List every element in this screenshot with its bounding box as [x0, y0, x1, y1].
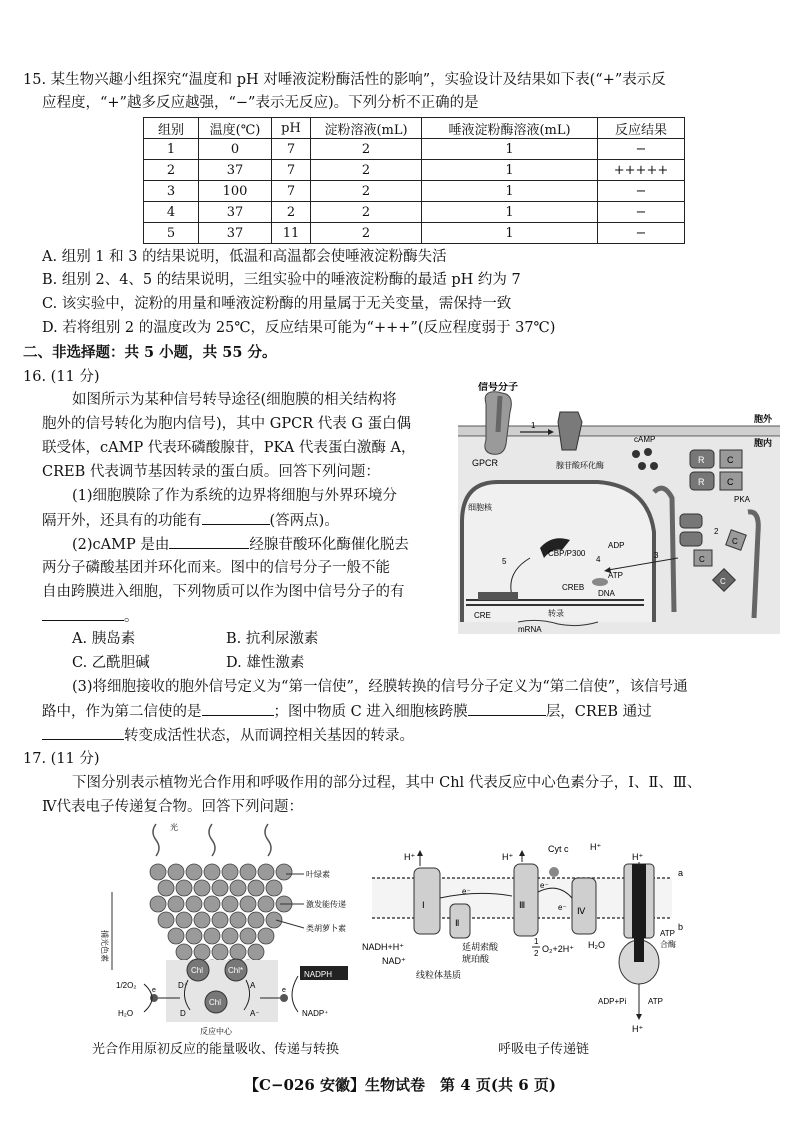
table-cell: 3	[144, 181, 199, 202]
label-atpase: 合酶	[660, 940, 676, 949]
camp-dot	[644, 448, 652, 456]
table-cell: 2	[311, 160, 422, 181]
table-row	[144, 160, 685, 181]
atp-synthase-channel	[632, 864, 646, 938]
q15-option-a: A. 组别 1 和 3 的结果说明，低温和高温都会使唾液淀粉酶失活	[42, 249, 447, 265]
step-1: 1	[531, 421, 536, 430]
table-header: 淀粉溶液(mL)	[311, 118, 422, 139]
table-row	[144, 181, 685, 202]
answer-blank[interactable]	[468, 701, 546, 716]
respiration-chain-figure	[362, 838, 692, 1034]
table-cell: 1	[422, 160, 598, 181]
signal-molecule-shape	[498, 396, 500, 432]
r-subunit	[680, 532, 702, 546]
label-side: 捕光色素	[100, 930, 109, 962]
label-a-minus: A⁻	[250, 1009, 260, 1018]
photosynthesis-figure	[90, 820, 370, 1038]
complex-iii	[514, 864, 538, 936]
figure-caption-respiration: 呼吸电子传递链	[498, 1042, 590, 1057]
label-enzyme: 腺苷酸环化酶	[556, 461, 604, 470]
q15-option-b: B. 组别 2、4、5 的结果说明，三组实验中的唾液淀粉酶的最适 pH 约为 7	[42, 272, 521, 288]
q16-paragraph-line: 胞外的信号转化为胞内信号)，其中 GPCR 代表 G 蛋白偶	[42, 416, 412, 432]
label-nadp: NADP⁺	[302, 1009, 329, 1018]
table-header: 温度(℃)	[199, 118, 272, 139]
table-cell: 1	[422, 181, 598, 202]
q16-sub3-line: (3)将细胞接收的胞外信号定义为“第一信使”，经膜转换的信号分子定义为“第二信使”，该信号通	[72, 679, 688, 695]
label-c: C	[727, 477, 734, 487]
table-header: 反应结果	[598, 118, 685, 139]
q16-sub3-text: 层，CREB 通过	[545, 704, 652, 720]
step-3: 3	[654, 551, 659, 560]
label-h2o: H₂O	[588, 940, 605, 950]
q16-sub1-tail: (答两点)。	[269, 513, 339, 529]
q15-stem-line2: 应程度，“+”越多反应越强，“−”表示无反应)。下列分析不正确的是	[42, 95, 479, 111]
complex-i	[414, 868, 440, 934]
table-cell: 7	[272, 160, 311, 181]
table-cell: 7	[272, 181, 311, 202]
q16-sub1-line2	[42, 510, 339, 531]
label-d: D	[180, 1009, 186, 1018]
label-energy-transfer: 激发能传递	[306, 900, 346, 909]
label-transcription: 转录	[548, 609, 564, 618]
q16-sub2-line-end	[42, 606, 139, 627]
q16-paragraph-line: CREB 代表调节基因转录的蛋白质。回答下列问题：	[42, 464, 380, 480]
q16-sub3-tail: 转变成活性状态，从而调控相关基因的转录。	[124, 728, 414, 744]
label-outside: 胞外	[754, 414, 773, 424]
table-cell: 2	[144, 160, 199, 181]
label-e: e	[152, 987, 156, 994]
table-row	[144, 139, 685, 160]
table-cell: 37	[199, 160, 272, 181]
label-r: R	[698, 455, 705, 465]
q16-sub2-line: 自由跨膜进入细胞，下列物质可以作为图中信号分子的有	[42, 584, 405, 600]
table-row	[144, 223, 685, 244]
electron-dot	[280, 994, 288, 1002]
q16-option-a: A. 胰岛素	[72, 631, 136, 647]
q16-sub2-text: (2)cAMP 是由	[72, 537, 170, 553]
table-cell: 2	[311, 139, 422, 160]
camp-dot	[650, 462, 658, 470]
label-complex-ii: Ⅱ	[455, 918, 460, 928]
label-carotenoid: 类胡萝卜素	[306, 924, 346, 933]
q16-sub2-tail: 。	[124, 609, 139, 625]
table-header: 组别	[144, 118, 199, 139]
label-atpase: ATP	[660, 929, 675, 938]
label-d-plus: D⁺	[178, 981, 188, 990]
label-h: H⁺	[632, 852, 644, 862]
q15-option-d: D. 若将组别 2 的温度改为 25℃，反应结果可能为“+++”(反应程度弱于 37℃)	[42, 320, 556, 336]
table-cell: 2	[311, 223, 422, 244]
label-c: C	[732, 537, 738, 546]
table-cell: 0	[199, 139, 272, 160]
cre-region	[478, 592, 518, 600]
q15-table	[143, 117, 685, 244]
section-heading: 二、非选择题：共 5 小题，共 55 分。	[23, 344, 277, 361]
label-adp: ADP	[608, 541, 625, 550]
r-subunit	[680, 514, 702, 528]
table-cell: 2	[311, 181, 422, 202]
q16-paragraph-line: 联受体，cAMP 代表环磷酸腺苷，PKA 代表蛋白激酶 A，	[42, 440, 416, 456]
label-electron: e⁻	[558, 903, 567, 912]
label-chl: Chl	[191, 966, 204, 975]
label-e: e	[282, 987, 286, 994]
step-5: 5	[502, 557, 507, 566]
label-creb: CREB	[562, 583, 585, 592]
q16-sub2-line1	[72, 534, 409, 555]
step-2: 2	[714, 527, 719, 536]
q15-stem-line1: 15. 某生物兴趣小组探究“温度和 pH 对唾液淀粉酶活性的影响”，实验设计及结果如下表(“+”表示反	[23, 72, 666, 88]
label-c: C	[699, 555, 705, 564]
label-h: H⁺	[502, 852, 514, 862]
q16-sub3-text: ；图中物质 C 进入细胞核跨膜	[273, 704, 468, 720]
cytc-dot	[549, 867, 559, 877]
label-o2: O₂+2H⁺	[542, 944, 575, 954]
camp-dot	[638, 462, 646, 470]
label-a: a	[678, 868, 684, 878]
label-chl: Chl	[209, 998, 222, 1007]
table-row	[144, 202, 685, 223]
label-atp: ATP	[648, 997, 663, 1006]
label-h2o: H₂O	[118, 1009, 134, 1018]
label-chl-star: Chl*	[228, 966, 244, 975]
q16-sub3-text: 路中，作为第二信使的是	[42, 704, 202, 720]
answer-blank[interactable]	[169, 534, 249, 549]
atp-synthase-stalk	[634, 938, 644, 962]
label-cre: CRE	[474, 611, 491, 620]
label-fumarate: 延胡索酸	[462, 942, 499, 952]
label-fraction-num: 1	[534, 937, 539, 946]
pigment-cluster	[150, 864, 292, 976]
q16-sub1-text: 隔开外，还具有的功能有	[42, 513, 202, 529]
table-cell: −	[598, 223, 685, 244]
label-electron: e⁻	[462, 887, 471, 896]
label-pka: PKA	[734, 495, 751, 504]
table-cell: 1	[144, 139, 199, 160]
label-dna: DNA	[598, 589, 615, 598]
q15-option-c: C. 该实验中，淀粉的用量和唾液淀粉酶的用量属于无关变量，需保持一致	[42, 296, 512, 312]
label-fraction-den: 2	[534, 949, 539, 958]
label-c: C	[720, 577, 726, 586]
label-r: R	[698, 477, 705, 487]
label-camp: cAMP	[634, 435, 656, 444]
label-cbp: CBP/P300	[548, 549, 586, 558]
q16-option-b: B. 抗利尿激素	[226, 631, 319, 647]
step-4: 4	[596, 555, 601, 564]
q16-sub3-line3	[42, 725, 414, 746]
q16-option-d: D. 雄性激素	[226, 655, 305, 671]
q16-option-c: C. 乙酰胆碱	[72, 655, 150, 671]
q17-paragraph-line: Ⅳ代表电子传递复合物。回答下列问题：	[42, 799, 303, 815]
table-cell: 1	[422, 223, 598, 244]
table-cell: 1	[422, 202, 598, 223]
label-inside: 胞内	[754, 438, 773, 448]
figure-caption-photosynthesis: 光合作用原初反应的能量吸收、传递与转换	[92, 1042, 340, 1057]
label-chlorophyll: 叶绿素	[306, 870, 330, 879]
label-mrna: mRNA	[518, 625, 542, 634]
label-electron: e⁻	[540, 881, 549, 890]
table-header: pH	[272, 118, 311, 139]
label-cytc: Cyt c	[548, 844, 569, 854]
label-o2: 1/2O₂	[116, 981, 137, 990]
label-h: H⁺	[404, 852, 416, 862]
q16-sub3-line2	[42, 701, 652, 722]
label-h: H⁺	[632, 1024, 644, 1034]
answer-blank[interactable]	[202, 510, 270, 525]
label-nucleus: 细胞核	[468, 503, 492, 512]
label-nadh: NADH+H⁺	[362, 942, 405, 952]
table-cell: −	[598, 139, 685, 160]
q16-sub1-line: (1)细胞膜除了作为系统的边界将细胞与外界环境分	[72, 488, 398, 504]
table-cell: −	[598, 202, 685, 223]
table-cell: 37	[199, 202, 272, 223]
label-complex-i: Ⅰ	[422, 900, 425, 910]
label-nadph: NADPH	[304, 970, 333, 979]
label-succinate: 琥珀酸	[462, 954, 490, 964]
table-cell: +++++	[598, 160, 685, 181]
complex-ii	[450, 904, 470, 938]
label-matrix: 线粒体基质	[416, 970, 462, 980]
q17-heading: 17. (11 分)	[23, 751, 100, 767]
creb-shape	[592, 578, 608, 586]
table-cell: −	[598, 181, 685, 202]
camp-dot	[632, 450, 640, 458]
table-header-row	[144, 118, 685, 139]
label-a: A	[250, 981, 256, 990]
label-reaction-center: 反应中心	[200, 1027, 232, 1036]
table-cell: 7	[272, 139, 311, 160]
label-c: C	[727, 455, 734, 465]
answer-blank[interactable]	[42, 725, 124, 740]
q16-paragraph-line: 如图所示为某种信号转导途径(细胞膜的相关结构将	[72, 392, 397, 408]
table-cell: 100	[199, 181, 272, 202]
q17-paragraph-line: 下图分别表示植物光合作用和呼吸作用的部分过程，其中 Chl 代表反应中心色素分子，Ⅰ、Ⅱ、Ⅲ、	[72, 775, 702, 791]
answer-blank[interactable]	[42, 606, 124, 621]
table-cell: 4	[144, 202, 199, 223]
answer-blank[interactable]	[202, 701, 274, 716]
table-cell: 5	[144, 223, 199, 244]
table-header: 唾液淀粉酶溶液(mL)	[422, 118, 598, 139]
label-atp: ATP	[608, 571, 623, 580]
table-cell: 11	[272, 223, 311, 244]
table-cell: 2	[311, 202, 422, 223]
label-b: b	[678, 922, 684, 932]
label-adp: ADP+Pi	[598, 997, 627, 1006]
q16-sub2-text: 经腺苷酸环化酶催化脱去	[249, 537, 409, 553]
label-h: H⁺	[590, 842, 602, 852]
table-cell: 1	[422, 139, 598, 160]
label-gpcr: GPCR	[472, 458, 499, 468]
label-nad: NAD⁺	[382, 956, 406, 966]
page-footer: 【C−026 安徽】生物试卷 第 4 页(共 6 页)	[244, 1076, 556, 1094]
q16-sub2-line: 两分子磷酸基团并环化而来。图中的信号分子一般不能	[42, 560, 390, 576]
label-complex-iii: Ⅲ	[519, 900, 526, 910]
table-cell: 2	[272, 202, 311, 223]
table-cell: 37	[199, 223, 272, 244]
q16-heading: 16. (11 分)	[23, 369, 100, 385]
label-complex-iv: Ⅳ	[577, 906, 586, 916]
label-light: 光	[170, 823, 178, 832]
label-signal: 信号分子	[478, 382, 518, 393]
signal-transduction-figure	[458, 382, 780, 634]
